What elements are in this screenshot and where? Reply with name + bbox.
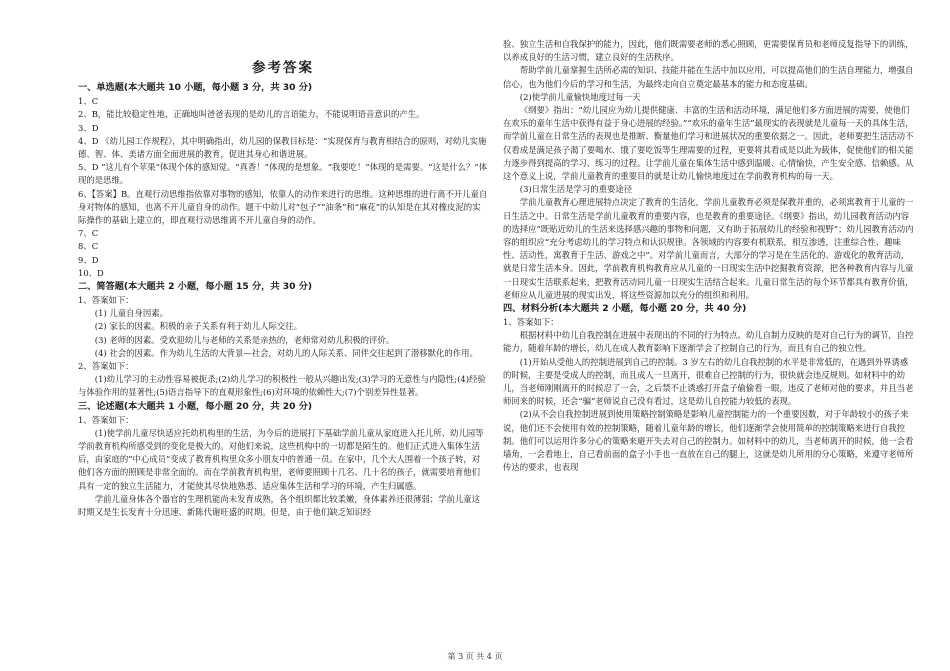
- right-column: [503, 0, 915, 475]
- list-item: (1) 儿童自身因素。: [94, 308, 168, 319]
- answer-line: 9、D: [78, 254, 99, 265]
- paragraph: (3)日常生活是学习的重要途径: [519, 184, 633, 195]
- answer-line: 1、C: [78, 96, 99, 107]
- paragraph: (1)幼儿学习的主动性容易被扼杀;(2)幼儿学习的积极性一般从兴趣出发;(3)学习的无意性与内隐性;(4)经验与体验作用的显著性;(5)语言指导下的直观形象性;(6)对环境的依赖性大;(7)个别差异性显著。: [78, 374, 486, 398]
- page-footer: 第 3 页 共 4 页: [447, 652, 503, 661]
- section-heading: 一、单选题(本大题共 10 小题，每小题 3 分，共 30 分): [78, 82, 313, 94]
- answer-line: 4、D 《幼儿园工作规程》，其中明确指出，幼儿园的保教目标是：“实现保育与教育相结合的原则，对幼儿实施德、智、体、美诸方面全面进展的教育，促进其身心和谐进展。: [78, 135, 487, 160]
- paragraph: (4) 社会的因素。作为幼儿生活的大背景—社会，对幼儿的人际关系、同伴交往起到了潜移默化的作用。: [94, 347, 478, 358]
- paragraph: 学前儿童教育心理进展特点决定了教育的生活化，学前儿童教育必须是保教并重的，必须寓教育于儿童的一日生活之中。日常生活是学前儿童教育的重要内容，也是教育的重要途径。《纲要》指出，幼儿园教育活动内容的选择应“既贴近幼儿的生活来选择感兴趣的事物和问题，又有助于拓展幼儿的经验和视野”；幼儿园教育活动内容的组织应“充分考虑幼儿的学习特点和认识规律。各领域的内容要有机联系，相互渗透，注重综合性、趣味性、活动性，寓教育于生活、游戏之中”。对学前儿童而言，大部分的学习是在生活化的、游戏化的教育活动，就是日常生活本身。因此，学前教育机构教育应从儿童的一日现实生活中挖掘教育资源，把各种教育内容与儿童一日现实生活联系起来，把教育活动同儿童一日现实生活结合起来。儿童日常生活的每个环节都具有教育价值，老师应从儿童进展的现实出发，将这些资源加以充分的组织和利用。: [503, 197, 914, 300]
- paragraph: (2)从不会自我控制进展到使用策略控制策略是影响儿童控制能力的一个重要因数，对于年龄较小的孩子来说，他们还不会使用有效的控制策略，随着儿童年龄的增长，他们逐渐学会使用简单的控制策略来进行自我控制。他们可以运用许多分心的策略来避开失去对自己的控制力。如材料中的幼儿，当老师离开的时候，他一会看墙角，一会看地上，自己看前面的盒子小手也一直放在自己的腿上，这就是幼儿所用的分心策略，来遵守老师所传达的要求，也表现: [503, 409, 914, 473]
- paragraph: 帮助学前儿童掌握生活所必需的知识、技能并能在生活中加以应用，可以提高他们的生活自理能力，增强自信心，也为他们今后的学习和生活，为最终走向自立奠定最基本的能力和态度基础。: [503, 65, 914, 89]
- paragraph: 根据材料中幼儿自我控制在进展中表现出的不同的行为特点。幼儿自制力反映的是对自己行为的调节，自控能力，随着年龄的增长，幼儿在成人教育影响下逐渐学会了控制自己的行为，而且有自己的独立性。: [503, 330, 914, 354]
- left-column: [78, 0, 488, 519]
- right-column-body: [503, 38, 915, 475]
- answer-line: 1、答案如下：: [78, 295, 134, 306]
- answer-line: 7、C: [78, 228, 99, 239]
- answer-line: 1、答案如下：: [503, 317, 559, 328]
- list-item: (2) 家长的因素。积极的亲子关系有利于幼儿人际交往。: [94, 321, 302, 332]
- answer-line: 5、D “这儿有个苹果”体现个体的感知觉。“真香！”体现的是想象。“我要吃！”体现的是需要。“这是什么？”体现的是思维。: [78, 162, 488, 186]
- answer-line: 8、C: [78, 241, 99, 252]
- paragraph: 学前儿童身体各个器官的生理机能尚未发育成熟，各个组织都比较柔嫩，身体素养还很薄弱；学前儿童这时期又是生长发育十分迅速、新陈代谢旺盛的时期。但是，由于他们缺乏知识经: [78, 493, 481, 518]
- section-heading: 四、材料分析(本大题共 2 小题，每小题 20 分，共 40 分): [503, 303, 747, 315]
- section-heading: 三、论述题(本大题共 1 小题，每小题 20 分，共 20 分): [78, 400, 313, 412]
- answer-line: 2、B，能比较稳定性地、正确地叫爸爸表现的是幼儿的言语能力，不能说明语音意识的产生。: [78, 109, 425, 120]
- paragraph: (1)使学前儿童尽快适应托幼机构里的生活，为今后的进展打下基础学前儿童从家庭进入托儿所、幼儿园等学前教育机构所感受到的变化是极大的。对他们来说，这些机构中的一切都是陌生的。他们正式进入集体生活后，由家庭的“中心成员”变成了教育机构里众多小朋友中的普通一员。在家中，几个大人围着一个孩子转，对他们各方面的照顾是非常全面的。而在学前教育机构里，老师要照顾十几名、几十名的孩子，就需要培育他们具有一定的独立生活能力，才能使其尽快地熟悉、适应集体生活和学习的环境，产生归属感。: [78, 427, 484, 491]
- paragraph: (2)使学前儿童愉快地度过每一天: [519, 91, 641, 102]
- answer-line: 1、答案如下：: [78, 414, 134, 425]
- paragraph: (1)开始从受他人的控制进展到自己的控制。3 岁左右的幼儿自我控制的水平是非常低的，在遇到外界诱惑的时候，主要是受成人的控制，而且成人一旦离开，很难自己控制的行为，很快就会违反规则。如材料中的幼儿，当老师刚刚离开的时候忍了一会，之后禁不止诱惑打开盒子偷偷看一眼，违反了老师对他的要求，并且当老师回来的时候，还会“骗”老师说自己没有看过，这是幼儿自控能力较低的表现。: [503, 356, 914, 407]
- list-item: (3) 老师的因素。受欢迎幼儿与老师的关系是亲热的，老师常对幼儿积极的评价。: [94, 334, 395, 345]
- answer-line: 验、独立生活和自我保护的能力，因此，他们既需要老师的悉心照顾，更需要保育员和老师反复指导下的训练，以养成良好的生活习惯，建立良好的生活秩序。: [503, 39, 914, 63]
- answer-line: 6、【答案】B。直观行动思维指依靠对事物的感知，依靠人的动作来进行的思维。这种思维的进行离不开儿童自身对物体的感知，也离不开儿童自身的动作。题干中幼儿对“包子”“油条”和“麻花”的认知是在其对橡皮泥的实际操作的基础上建立的，即直观行动思维离不开儿童自身的动作。: [78, 188, 488, 226]
- page-title: 参考答案: [252, 60, 314, 76]
- section-heading: 二、简答题(本大题共 2 小题，每小题 15 分，共 30 分): [78, 281, 313, 293]
- answer-line: 3、D: [78, 122, 99, 133]
- answer-line: 2、答案如下：: [78, 361, 134, 372]
- answer-line: 10、D: [78, 267, 104, 278]
- left-column-body: [78, 81, 488, 519]
- paragraph: 《纲要》指出：“幼儿园应为幼儿提供健康、丰富的生活和活动环境，满足他们多方面进展的需要，使他们在欢乐的童年生活中获得有益于身心进展的经验。”“欢乐的童年生活”最现实的表现就是儿童每一天的具体生活，而学前儿童在日常生活的表现也是推断、衡量他们学习和进展状况的重要依据之一。因此，老师要把生活活动不仅看成是满足孩子渴了要喝水、饿了要吃饭等生理需要的过程，更要将其看成是以此为载体，促使他们的相关能力逐步得到提高的学习、练习的过程。让学前儿童在集体生活中感到温暖、心情愉快，产生安全感、信赖感。从这个意义上说，学前儿童教育的重要目的就是让幼儿愉快地度过在学前教育机构的每一天。: [503, 105, 914, 182]
